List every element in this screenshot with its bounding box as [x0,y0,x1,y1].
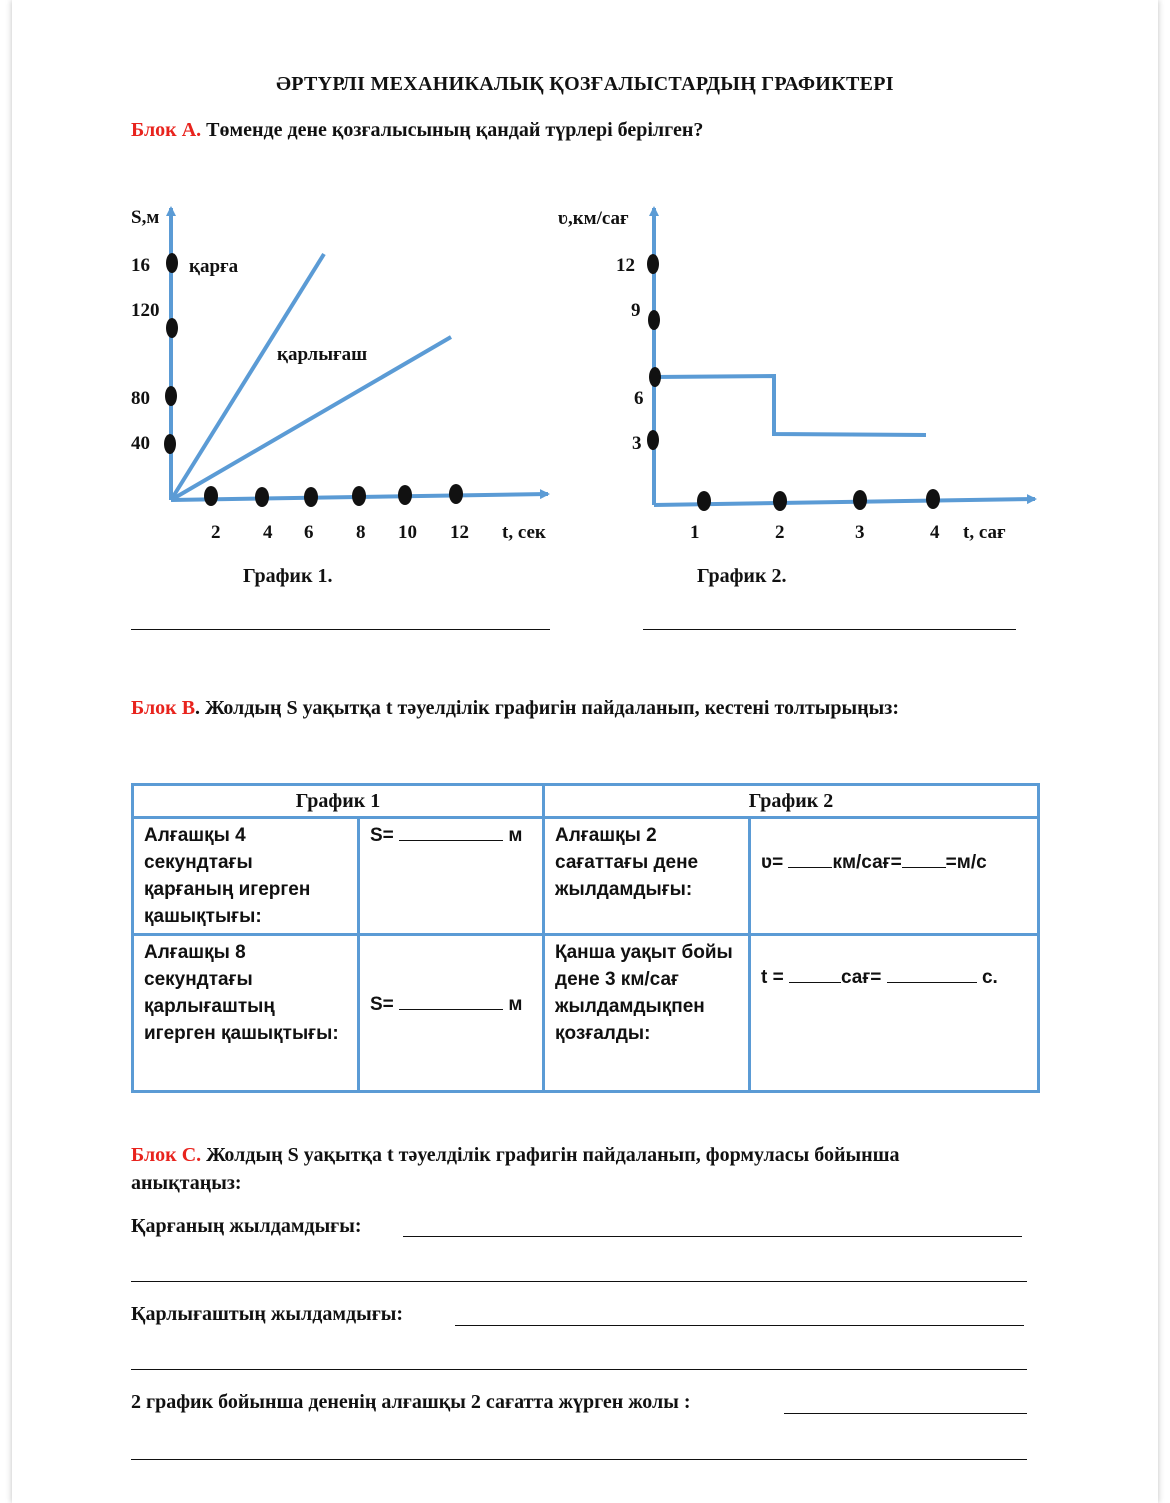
graph1-series-label-swallow: қарлығаш [277,344,368,365]
answer-prefix: ʋ= [761,852,784,873]
table-answer-cell[interactable] [750,935,1039,1092]
graph1-y-label: S,м [131,207,160,228]
graph1-y-dot [166,253,178,273]
block-b-label: Блок В [131,697,196,719]
block-b-heading [131,697,899,720]
block-c-heading [131,1141,1041,1197]
answer-blank[interactable] [789,982,841,983]
answer-blank[interactable] [399,840,503,841]
graph1-y-tick: 80 [131,388,150,409]
graph2-x-dot [697,491,711,511]
table-question-cell: Алғашқы 2 сағаттағы дене жылдамдығы: [544,818,750,935]
graph1-y-dot [165,386,177,406]
answer-unit: м [508,994,523,1015]
crow-speed-label: Қарғаның жылдамдығы: [131,1215,362,1237]
table-answer-cell[interactable] [750,818,1039,935]
graph2-y-dot [648,310,660,330]
block-b-question: . Жолдың S уақытқа t тәуелділік графигін пайдаланып, кестені толтырыңыз: [195,697,899,719]
answer-prefix: t = [761,967,784,988]
graph1-x-label: t, сек [502,522,546,543]
table-question-cell: Қанша уақыт бойы дене 3 км/сағ жылдамдықпен қозғалды: [544,935,750,1092]
crow-speed-answer-line-2[interactable] [131,1281,1027,1282]
graph2-answer-line[interactable] [643,629,1016,630]
graph1-x-dot [304,487,318,507]
graph1-y-tick: 40 [131,433,150,454]
block-c-question-line2: анықтаңыз: [131,1172,242,1194]
graph2-y-tick: 3 [632,433,642,454]
graph2-y-dot [649,367,661,387]
table-header-graph2: График 2 [544,785,1039,818]
graph2-y-tick: 6 [634,388,644,409]
graph2-y-tick: 9 [631,300,641,321]
graph2-velocity-line [654,376,926,435]
graph1-x-dot [398,485,412,505]
graph2-x-tick: 1 [690,522,700,543]
graph1-x-dot [449,484,463,504]
answer-unit: =м/с [945,852,987,873]
graph1-answer-line[interactable] [131,629,550,630]
graph2-x-tick: 3 [855,522,865,543]
page-title: ӘРТҮРЛІ МЕХАНИКАЛЫҚ ҚОЗҒАЛЫСТАРДЫҢ ГРАФИКТЕРІ [276,73,894,95]
block-a-heading [131,119,703,142]
graph1-caption: График 1. [243,565,333,587]
answer-unit: м [508,825,523,846]
graph2-x-label: t, сағ [963,522,1006,543]
path-question-label: 2 график бойынша дененің алғашқы 2 сағатта жүрген жолы : [131,1391,691,1413]
block-a-label: Блок А. [131,119,202,141]
swallow-speed-label: Қарлығаштың жылдамдығы: [131,1303,404,1325]
answer-blank[interactable] [788,867,832,868]
graph1-y-tick: 16 [131,255,150,276]
graph1-chart [0,190,580,600]
block-c-question-line1: Жолдың S уақытқа t тәуелділік графигін пайдаланып, формуласы бойынша [206,1144,900,1166]
graph2-caption: График 2. [697,565,787,587]
graph1-x-tick: 8 [356,522,366,543]
swallow-speed-answer-line-2[interactable] [131,1369,1027,1370]
graph1-y-dot [164,434,176,454]
answer-prefix: S= [370,825,394,846]
graph2-chart [558,190,1050,600]
graph1-x-tick: 2 [211,522,221,543]
block-a-question: Төменде дене қозғалысының қандай түрлері берілген? [206,119,704,141]
graph2-x-axis [654,499,1035,505]
table-row [133,935,1039,1092]
table-answer-cell[interactable] [359,935,544,1092]
graph2-x-tick: 4 [930,522,940,543]
answer-blank[interactable] [887,982,977,983]
table-row [133,818,1039,935]
graph1-x-tick: 6 [304,522,314,543]
graph2-x-dot [773,491,787,511]
crow-speed-answer-line[interactable] [403,1236,1022,1237]
graph1-y-tick: 120 [131,300,160,321]
table-question-cell: Алғашқы 8 секундтағы қарлығаштың игерген қашықтығы: [133,935,359,1092]
answer-unit: с. [981,967,998,988]
path-answer-line[interactable] [784,1413,1027,1414]
answer-blank[interactable] [399,1009,503,1010]
graph2-y-dot [647,430,659,450]
swallow-speed-answer-line[interactable] [455,1325,1024,1326]
answer-blank[interactable] [902,867,946,868]
graph2-x-tick: 2 [775,522,785,543]
graph1-x-tick: 10 [398,522,417,543]
graph1-x-tick: 4 [263,522,273,543]
graph2-x-dot [926,489,940,509]
answer-prefix: S= [370,994,394,1015]
graph1-x-tick: 12 [450,522,469,543]
graph1-x-dot [204,486,218,506]
table-answer-cell[interactable] [359,818,544,935]
block-c-label: Блок С. [131,1144,202,1166]
graph2-y-dot [647,254,659,274]
graph1-x-dot [352,486,366,506]
graph2-y-label: ʋ,км/сағ [558,208,629,229]
answer-mid: км/сағ= [832,852,902,873]
graph1-series-label-crow: қарға [189,256,239,277]
graph1-line-crow [171,254,324,500]
graph1-x-dot [255,487,269,507]
answer-table [131,783,1040,1093]
graph2-y-tick: 12 [616,255,635,276]
graph2-x-dot [853,490,867,510]
graph1-y-dot [166,318,178,338]
table-question-cell: Алғашқы 4 секундтағы қарғаның игерген қашықтығы: [133,818,359,935]
table-header-graph1: График 1 [133,785,544,818]
answer-mid: сағ= [841,967,882,988]
path-answer-line-2[interactable] [131,1459,1027,1460]
